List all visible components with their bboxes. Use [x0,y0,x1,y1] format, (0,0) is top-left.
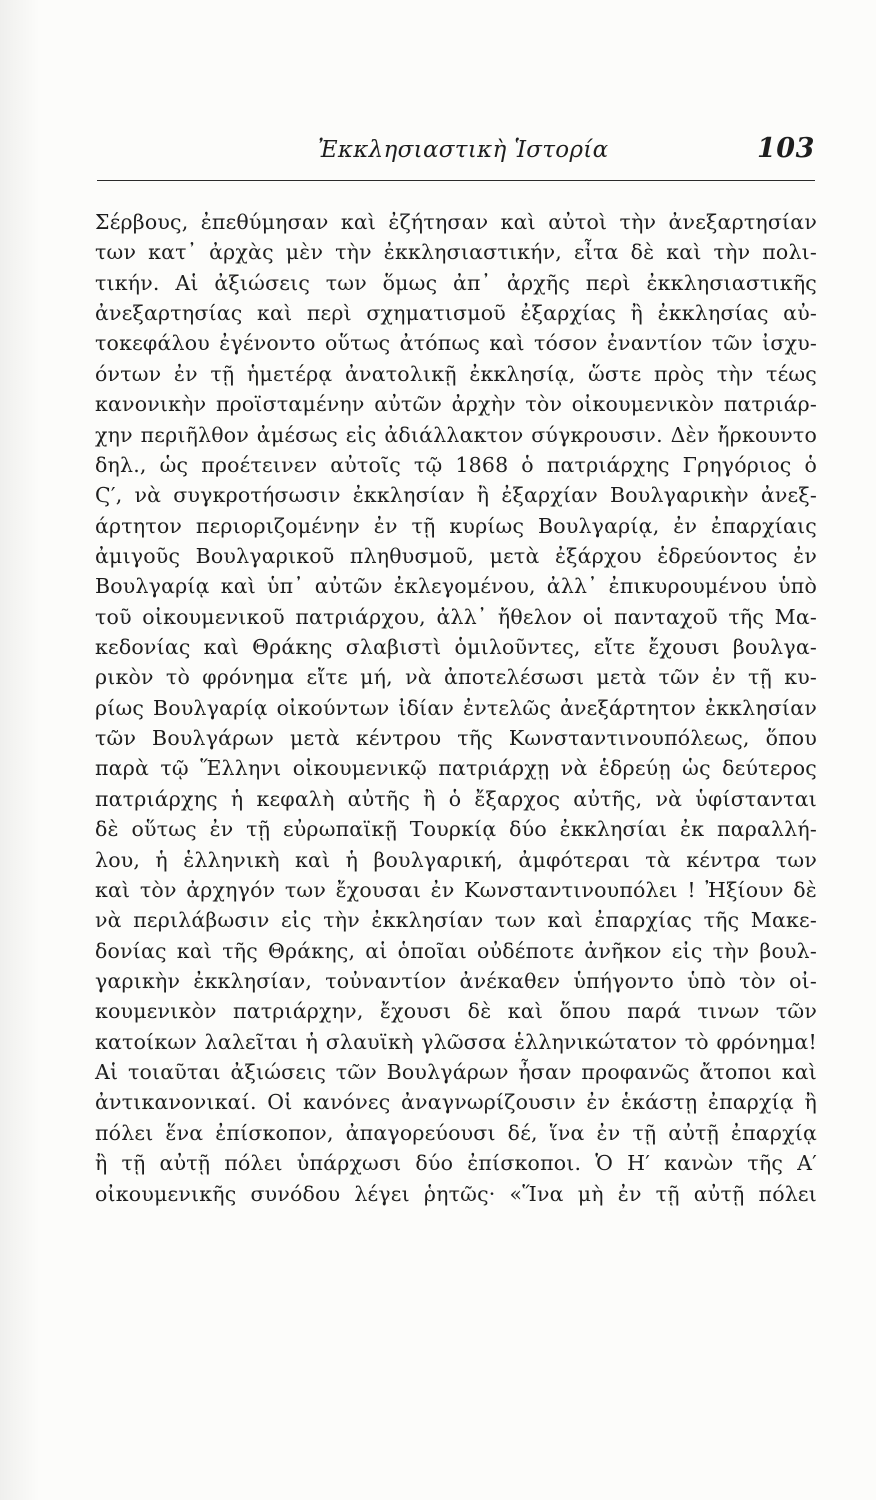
text-line: τῶν Βουλγάρων μετὰ κέντρου τῆς Κωνσταντινουπόλεως, ὅπου [95,726,817,751]
text-line: άρτητον περιοριζομένην ἐν τῇ κυρίως Βουλγαρίᾳ, ἐν ἐπαρχίαις [95,513,817,538]
text-line: Βουλγαρίᾳ καὶ ὑπ᾽ αὐτῶν ἐκλεγομένου, ἀλλ᾽ ἐπικυρουμένου ὑπὸ [95,574,817,599]
text-line: πόλει ἕνα ἐπίσκοπον, ἀπαγορεύουσι δέ, ἵνα ἐν τῇ αὐτῇ ἐπαρχίᾳ [95,1120,817,1145]
text-line: γαρικὴν ἐκκλησίαν, τοὐναντίον ἀνέκαθεν ὑπήγοντο ὑπὸ τὸν οἰ- [95,968,817,993]
text-line: καὶ τὸν ἀρχηγόν των ἔχουσαι ἐν Κωνσταντινουπόλει ! Ἠξίουν δὲ [95,877,817,902]
running-head [0,133,876,173]
text-line: ἢ τῇ αὐτῇ πόλει ὑπάρχωσι δύο ἐπίσκοποι. Ὁ Η′ κανὼν τῆς Α′ [95,1151,817,1176]
text-line: τοκεφάλου ἐγένοντο οὕτως ἀτόπως καὶ τόσον ἐναντίον τῶν ἰσχυ- [95,331,817,356]
text-line: οἰκουμενικῆς συνόδου λέγει ῥητῶς· «Ἵνα μὴ ἐν τῇ αὐτῇ πόλει [95,1181,817,1206]
text-line: πατριάρχης ἡ κεφαλὴ αὐτῆς ἢ ὁ ἔξαρχος αὐτῆς, νὰ ὑφίστανται [95,786,817,811]
text-line: παρὰ τῷ Ἕλληνι οἰκουμενικῷ πατριάρχῃ νὰ ἑδρεύῃ ὡς δεύτερος [95,756,817,781]
page-number: 103 [757,133,815,164]
text-line: κεδονίας καὶ Θράκης σλαβιστὶ ὁμιλοῦντες, εἴτε ἔχουσι βουλγα- [95,635,817,660]
body-text [95,207,817,1209]
text-line: δηλ., ὡς προέτεινεν αὐτοῖς τῷ 1868 ὁ πατριάρχης Γρηγόριος ὁ [95,452,817,477]
text-line: όντων ἐν τῇ ἡμετέρᾳ ἀνατολικῇ ἐκκλησίᾳ, ὥστε πρὸς τὴν τέως [95,361,817,386]
text-line: ἀμιγοῦς Βουλγαρικοῦ πληθυσμοῦ, μετὰ ἐξάρχου ἑδρεύοντος ἐν [95,543,817,568]
text-line: κατοίκων λαλεῖται ἡ σλαυϊκὴ γλῶσσα ἑλληνικώτατον τὸ φρόνημα! [95,1029,817,1054]
text-line: των κατ᾽ ἀρχὰς μὲν τὴν ἐκκλησιαστικήν, εἶτα δὲ καὶ τὴν πολι- [95,240,817,265]
text-line: δονίας καὶ τῆς Θράκης, αἱ ὁποῖαι οὐδέποτε ἀνῆκον εἰς τὴν βουλ- [95,938,817,963]
text-line: τοῦ οἰκουμενικοῦ πατριάρχου, ἀλλ᾽ ἤθελον οἱ πανταχοῦ τῆς Μα- [95,604,817,629]
text-line: Σέρβους, ἐπεθύμησαν καὶ ἐζήτησαν καὶ αὐτοὶ τὴν ἀνεξαρτησίαν [95,210,817,234]
text-line: ἀντικανονικαί. Οἱ κανόνες ἀναγνωρίζουσιν ἐν ἑκάστῃ ἐπαρχίᾳ ἢ [95,1090,817,1115]
text-line: ρικὸν τὸ φρόνημα εἴτε μή, νὰ ἀποτελέσωσι μετὰ τῶν ἐν τῇ κυ- [95,665,817,690]
text-line: ρίως Βουλγαρίᾳ οἰκούντων ἰδίαν ἐντελῶς ἀνεξάρτητον ἐκκλησίαν [95,695,817,720]
text-line: ἀνεξαρτησίας καὶ περὶ σχηματισμοῦ ἐξαρχίας ἢ ἐκκλησίας αὐ- [95,301,817,326]
text-line: λου, ἡ ἑλληνικὴ καὶ ἡ βουλγαρική, ἀμφότεραι τὰ κέντρα των [95,847,817,872]
text-line: νὰ περιλάβωσιν εἰς τὴν ἐκκλησίαν των καὶ ἐπαρχίας τῆς Μακε- [95,908,817,933]
running-title: Ἐκκλησιαστικὴ Ἱστορία [318,137,609,163]
text-line: δὲ οὕτως ἐν τῇ εὐρωπαϊκῇ Τουρκίᾳ δύο ἐκκλησίαι ἐκ παραλλή- [95,817,817,842]
text-line: τικήν. Αἱ ἀξιώσεις των ὅμως ἀπ᾽ ἀρχῆς περὶ ἐκκλησιαστικῆς [95,270,817,295]
text-line: Αἱ τοιαῦται ἀξιώσεις τῶν Βουλγάρων ἦσαν προφανῶς ἄτοποι καὶ [95,1060,817,1085]
text-line: Ϛ′, νὰ συγκροτήσωσιν ἐκκλησίαν ἢ ἐξαρχίαν Βουλγαρικὴν ἀνεξ- [95,483,817,508]
text-line: κανονικὴν προϊσταμένην αὐτῶν ἀρχὴν τὸν οἰκουμενικὸν πατριάρ- [95,392,817,417]
header-rule [97,180,815,181]
text-line: κουμενικὸν πατριάρχην, ἔχουσι δὲ καὶ ὅπου παρά τινων τῶν [95,999,817,1024]
text-line: χην περιῆλθον ἀμέσως εἰς ἀδιάλλακτον σύγκρουσιν. Δὲν ἤρκουντο [95,422,817,447]
